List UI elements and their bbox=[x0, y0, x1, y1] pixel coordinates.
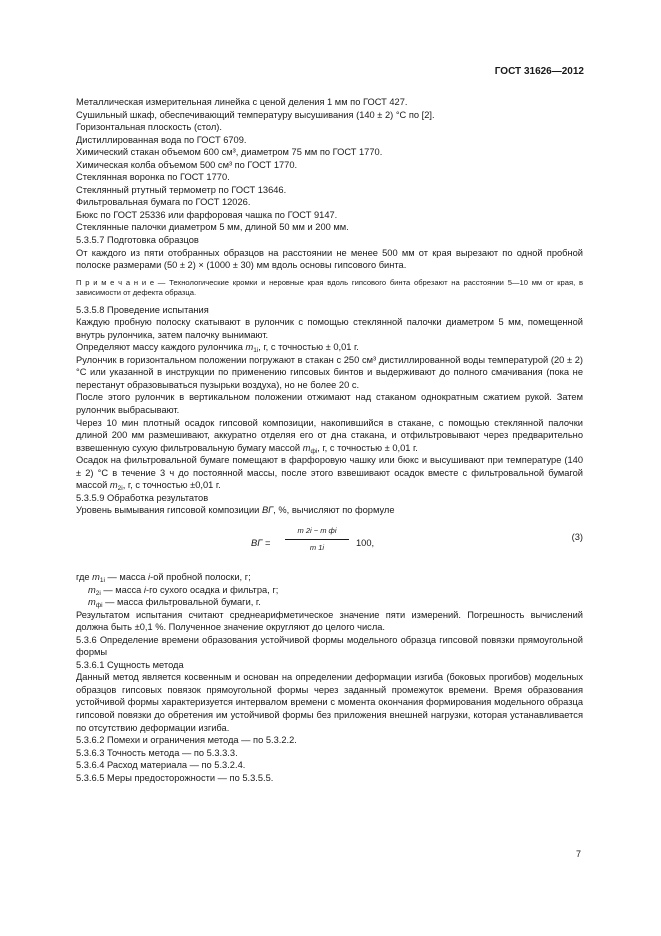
page-number: 7 bbox=[575, 849, 581, 859]
list-item: Химическая колба объемом 500 см³ по ГОСТ 1770. bbox=[76, 159, 298, 170]
paragraph: От каждого из пяти отобранных образцов на расстоянии не менее 500 мм от края вырезают по одной пробной полоске размерами (50 ± 2) × (1000 ± 30) мм вдоль основы гипсового бинта. bbox=[76, 247, 583, 271]
paragraph: Каждую пробную полоску скатывают в рулончик с помощью стеклянной палочки диаметром 5 мм, помещенной внутрь рулончика, затем палочку вынимают. bbox=[76, 317, 583, 340]
formula-legend bbox=[76, 571, 583, 609]
list-item: Сушильный шкаф, обеспечивающий температуру высушивания (140 ± 2) °С по [2]. bbox=[76, 109, 435, 120]
legend-item: $m_{2i}$ — масса i-го сухого осадка и фильтра, г; bbox=[88, 584, 279, 597]
paragraph: Рулончик в горизонтальном положении погружают в стакан с 250 см³ дистиллированной воды температурой (20 ± 2) °С или указанной в инструкции по применению гипсовых бинтов и выдерживают до полного смачивания (пока не перестанут образовываться пузырьки воздуха), но не более 20 с. bbox=[76, 354, 583, 390]
formula-lhs: ВГ = bbox=[251, 537, 271, 548]
paragraph: Результатом испытания считают среднеарифметическое значение пяти измерений. Погрешность вычислений должна быть ±0,1 %. Полученное значение округляют до целого числа. bbox=[76, 609, 583, 633]
list-item: Бюкс по ГОСТ 25336 или фарфоровая чашка по ГОСТ 9147. bbox=[76, 209, 338, 220]
legend-item: где $m_{1i}$ — масса i-ой пробной полоски, г; bbox=[76, 571, 251, 584]
section-heading: 5.3.5.9 Обработка результатов bbox=[76, 492, 209, 503]
list-item: 5.3.6.4 Расход материала — по 5.3.2.4. bbox=[76, 760, 246, 771]
equation-number: (3) bbox=[571, 531, 583, 542]
fraction-bar bbox=[285, 539, 349, 540]
formula-denominator: m 1i bbox=[309, 542, 325, 552]
formula-numerator: m 2i − m фi bbox=[297, 525, 337, 535]
list-item: 5.3.6.5 Меры предосторожности — по 5.3.5.5. bbox=[76, 772, 274, 783]
paragraph: После этого рулончик в вертикальном положении отжимают над стаканом однократным сжатием рукой. Затем рулончик выбрасывают. bbox=[76, 392, 583, 416]
list-item: 5.3.6.3 Точность метода — по 5.3.3.3. bbox=[76, 747, 238, 758]
note: П р и м е ч а н и е — Технологические кромки и неровные края вдоль гипсового бинта обрезают на расстоянии 5—10 мм от края, в зависимости от дефекта образца. bbox=[76, 277, 583, 298]
list-item: Горизонтальная плоскость (стол). bbox=[76, 122, 222, 133]
list-item: Фильтровальная бумага по ГОСТ 12026. bbox=[76, 197, 251, 208]
list-item: Металлическая измерительная линейка с ценой деления 1 мм по ГОСТ 427. bbox=[76, 97, 408, 107]
formula bbox=[76, 521, 583, 567]
paragraph: Через 10 мин плотный осадок гипсовой композиции, накопившийся в стакане, с помощью стеклянной палочки длиной 200 мм размешивают, аккуратно отделяя его от дна стакана, и отфильтровывают через предварительно взвешенную сухую фильтровальную бумагу массой $m_{фi}$, г, с точностью ± 0,01 г. bbox=[76, 417, 583, 455]
list-item: Стеклянная воронка по ГОСТ 1770. bbox=[76, 172, 230, 183]
document-header: ГОСТ 31626—2012 bbox=[494, 66, 584, 77]
section-heading: 5.3.5.7 Подготовка образцов bbox=[76, 235, 199, 246]
list-item: 5.3.6.2 Помехи и ограничения метода — по 5.3.2.2. bbox=[76, 735, 297, 746]
formula-tail: 100, bbox=[356, 537, 375, 548]
section-heading: 5.3.6.1 Сущность метода bbox=[76, 659, 184, 670]
legend-item: $m_{фi}$ — масса фильтровальной бумаги, г. bbox=[88, 597, 261, 610]
paragraph: Данный метод является косвенным и основан на определении деформации изгиба (боковых прогибов) модельных образцов гипсовых повязок прямоугольной формы через заданный промежуток времени. Время образования устойчивой формы характеризуется интервалом времени с момента окончания формирования модельного образца гипсовой повязки до обретения им устойчивой формы без приложения внешней нагрузки, которая устанавливается по отсутствию деформации изгиба. bbox=[76, 672, 583, 733]
list-item: Стеклянные палочки диаметром 5 мм, длиной 50 мм и 200 мм. bbox=[76, 222, 349, 233]
paragraph: Осадок на фильтровальной бумаге помещают в фарфоровую чашку или бюкс и высушивают при температуре (140 ± 2) °С в течение 3 ч до постоянной массы, после этого взвешивают осадок вместе с фильтровальной бумагой массой $m_{2i}$, г, с точностью ±0,01 г. bbox=[76, 455, 583, 493]
document-body bbox=[76, 96, 583, 784]
list-item: Химический стакан объемом 600 см³, диаметром 75 мм по ГОСТ 1770. bbox=[76, 147, 383, 158]
list-item: Стеклянный ртутный термометр по ГОСТ 13646. bbox=[76, 184, 287, 195]
section-heading: 5.3.6 Определение времени образования устойчивой формы модельного образца гипсовой повязки прямоугольной формы bbox=[76, 634, 583, 658]
section-heading: 5.3.5.8 Проведение испытания bbox=[76, 304, 209, 315]
list-item: Дистиллированная вода по ГОСТ 6709. bbox=[76, 134, 247, 145]
equipment-list bbox=[76, 96, 583, 234]
paragraph: Уровень вымывания гипсовой композиции ВГ, %, вычисляют по формуле bbox=[76, 505, 395, 516]
paragraph: Определяют массу каждого рулончика $m_{1i}$, г, с точностью ± 0,01 г. bbox=[76, 342, 359, 355]
